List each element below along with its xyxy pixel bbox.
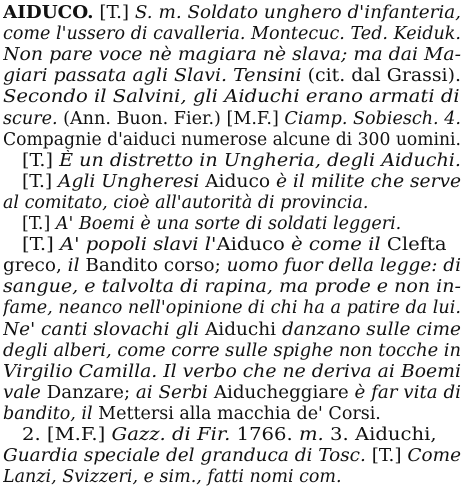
entry-text-segment: Compagnie d'aiduci numerose alcune di 300 uomini. — [3, 129, 461, 150]
entry-line — [3, 2, 461, 24]
entry-text-segment: [T.] — [22, 171, 59, 192]
headword: AIDUCO. — [3, 3, 94, 23]
entry-text-segment: Gazz. di Fir. — [111, 425, 231, 445]
entry-text-segment: 2. [M.F.] — [22, 425, 112, 445]
entry-text-segment: S. m. Soldato unghero d'infanteria, — [134, 3, 461, 23]
entry-line — [3, 86, 461, 108]
entry-text-segment: danzano sulle cime — [281, 319, 461, 340]
entry-text-segment: [T.] — [22, 235, 60, 256]
entry-line — [3, 297, 461, 319]
entry-text-segment: come l'ussero di cavalleria. Montecuc. Ted. Keiduk. — [3, 24, 461, 45]
entry-line — [3, 255, 461, 277]
entry-text-segment: greco, — [3, 256, 68, 277]
entry-line — [3, 361, 461, 383]
entry-text-segment: 1766. — [230, 425, 299, 445]
entry-text-segment: è il milite che serve — [275, 171, 461, 192]
entry-text-segment: Non pare voce nè magiara nè slava; ma dai Ma- — [3, 45, 461, 66]
entry-line — [22, 234, 461, 256]
entry-line — [22, 150, 461, 172]
entry-text-segment: [T.] — [22, 150, 60, 171]
entry-line — [3, 108, 461, 130]
entry-text-segment: (Ann. Buon. Fier.) [M.F.] — [57, 108, 285, 129]
entry-line — [22, 213, 461, 235]
entry-text-segment: [T.] — [365, 446, 408, 467]
entry-text-segment: è come il — [291, 235, 381, 256]
entry-text-segment: Ciamp. Sobiesch. 4. — [284, 108, 461, 129]
entry-text-segment: Aiduco — [199, 171, 276, 192]
entry-text-segment: È un distretto in Ungheria, degli Aiduchi. — [59, 150, 461, 171]
entry-line — [3, 319, 461, 341]
entry-text-segment: al comitato, cioè all'autorità di provincia. — [3, 192, 369, 213]
entry-text-segment: sangue, e talvolta di rapina, ma prode e non in- — [3, 277, 461, 298]
entry-line — [22, 424, 461, 446]
entry-text-segment: Come — [407, 446, 461, 467]
entry-text-segment: uomo fuor della legge: di — [226, 256, 461, 277]
entry-line — [3, 192, 461, 214]
entry-text-segment: vale — [3, 382, 41, 403]
entry-text-segment: scure. — [3, 108, 58, 129]
entry-line — [22, 171, 461, 193]
entry-line — [3, 466, 461, 488]
entry-text-segment: Aiduco — [216, 235, 292, 256]
entry-text-segment: A' popoli slavi l' — [59, 235, 217, 256]
entry-text-segment: Mettersi alla macchia de' Corsi. — [92, 403, 381, 424]
entry-line — [3, 129, 461, 151]
entry-line — [3, 382, 461, 404]
entry-text-segment: (cit. dal Grassi). — [301, 66, 461, 87]
entry-text-segment: 3. Aiduchi, — [323, 425, 437, 445]
entry-text-segment: Bandito corso; — [79, 256, 227, 277]
entry-text-segment: Aiducheggiare — [208, 382, 355, 403]
entry-text-segment: Secondo il Salvini, gli Aiduchi erano armati di — [3, 87, 460, 108]
entry-text-segment: Guardia speciale del granduca di Tosc. — [3, 446, 366, 467]
entry-text-segment: Virgilio Camilla. Il verbo che ne deriva ai Boemi — [3, 361, 461, 382]
entry-line — [3, 44, 461, 66]
entry-line — [3, 445, 461, 467]
entry-text-segment: Aiduchi — [199, 319, 282, 340]
entry-text-segment: Clefta — [380, 235, 447, 256]
entry-text-segment: Agli Ungheresi — [58, 171, 200, 192]
entry-text-segment: giari passata agli Slavi. Tensini — [3, 66, 302, 87]
entry-text-segment: Lanzi, Svizzeri, e sim., fatti nomi com. — [3, 467, 342, 488]
entry-text-segment: [T.] — [93, 3, 135, 23]
entry-line — [3, 23, 461, 45]
entry-text-segment: [T.] — [22, 214, 56, 234]
entry-text-segment: degli alberi, come corre sulle spighe non tocche in — [3, 340, 461, 361]
entry-line — [3, 403, 461, 425]
entry-text-segment: Ne' canti slovachi gli — [3, 319, 200, 340]
entry-text-segment: è far vita di — [354, 382, 461, 403]
entry-text-segment: A' Boemi è una sorte di soldati leggeri. — [55, 214, 402, 234]
entry-text-segment: ai Serbi — [135, 382, 209, 403]
entry-line — [3, 276, 461, 298]
entry-line — [3, 65, 461, 87]
entry-text-segment: fame, neanco nell'opinione di chi ha a patire da lui. — [3, 298, 461, 319]
entry-text-segment: bandito, — [3, 403, 82, 424]
entry-text-segment: il — [67, 256, 80, 277]
entry-text-segment: Danzare; — [40, 382, 136, 403]
entry-text-segment: il — [81, 403, 93, 424]
entry-line — [3, 340, 461, 362]
entry-text-segment: m. — [298, 425, 324, 445]
dictionary-entry — [3, 2, 463, 489]
